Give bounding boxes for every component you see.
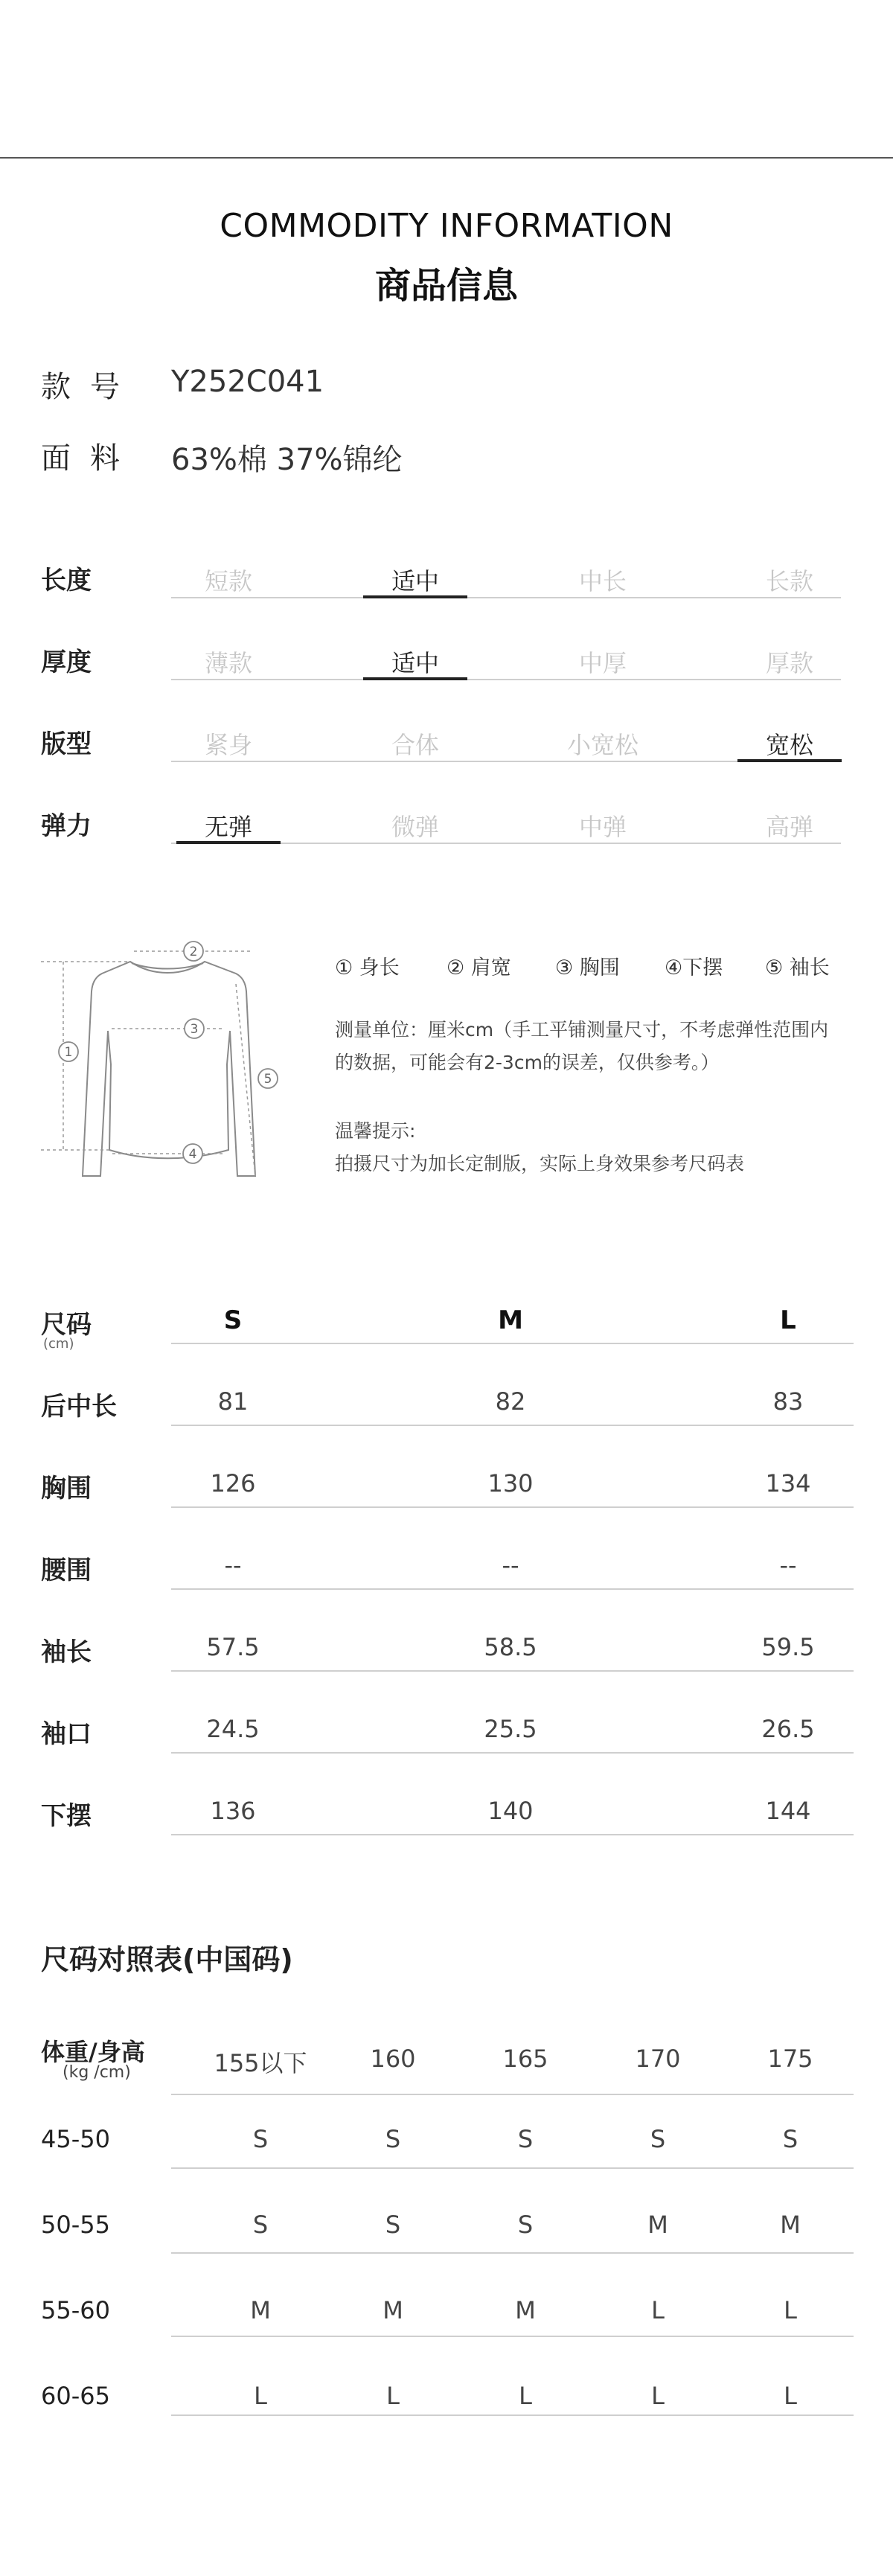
marker-4-label: 4 [188, 1147, 197, 1162]
size-cell: 26.5 [761, 1715, 815, 1743]
marker-1-label: 1 [64, 1045, 73, 1060]
size-row-label: 下摆 [41, 1801, 92, 1831]
size-cell: 83 [772, 1387, 804, 1416]
fabric-label: 面料 [41, 441, 139, 476]
size-row-label: 胸围 [41, 1474, 92, 1503]
legend-hem: ④下摆 [665, 956, 723, 979]
attribute-option: 合体 [391, 731, 439, 759]
chart-weight-label: 60-65 [41, 2382, 110, 2410]
marker-2-label: 2 [189, 945, 198, 959]
attribute-option: 适中 [391, 567, 439, 595]
attribute-option: 高弹 [765, 813, 813, 841]
chart-size-cell: M [647, 2211, 668, 2239]
chart-size-cell: L [651, 2296, 665, 2324]
tip-text: 拍摄尺寸为加长定制版，实际上身效果参考尺码表 [335, 1153, 745, 1174]
legend-shoulder: ② 肩宽 [446, 956, 511, 979]
attribute-line [171, 679, 841, 680]
legend-sleeve: ⑤ 袖长 [765, 956, 830, 979]
chart-line [171, 2252, 854, 2254]
marker-3-label: 3 [190, 1022, 199, 1037]
chart-header-label: 体重/身高 [41, 2038, 145, 2066]
size-chart-title: 尺码对照表(中国码) [41, 1943, 293, 1976]
size-table-line [171, 1506, 854, 1508]
size-cell: 57.5 [206, 1633, 260, 1661]
attribute-option: 厚款 [765, 649, 813, 677]
marker-5-label: 5 [263, 1072, 272, 1087]
size-column-header: L [780, 1305, 796, 1335]
size-table-line [171, 1834, 854, 1835]
attribute-option: 无弹 [204, 813, 252, 841]
legend-chest: ③ 胸围 [555, 956, 620, 979]
chart-line [171, 2094, 854, 2095]
size-header-label: 尺码 [41, 1310, 92, 1340]
size-cell: 24.5 [206, 1715, 260, 1743]
attribute-option: 紧身 [204, 731, 252, 759]
attribute-label: 厚度 [41, 648, 92, 677]
size-row-label: 后中长 [41, 1392, 117, 1422]
attribute-option: 中长 [578, 567, 627, 595]
attribute-option: 长款 [765, 567, 813, 595]
chart-size-cell: L [254, 2382, 267, 2410]
size-cell: 58.5 [484, 1633, 537, 1661]
chart-size-cell: L [651, 2382, 665, 2410]
attribute-option: 宽松 [765, 731, 813, 759]
attribute-option: 薄款 [204, 649, 252, 677]
chart-height-header: 160 [370, 2045, 416, 2073]
chart-size-cell: L [519, 2382, 532, 2410]
chart-height-header: 165 [502, 2045, 548, 2073]
size-row-label: 袖口 [41, 1719, 92, 1749]
style-number-value: Y252C041 [171, 365, 324, 399]
chart-weight-label: 55-60 [41, 2296, 110, 2324]
chart-weight-label: 50-55 [41, 2211, 110, 2239]
garment-outline [83, 962, 255, 1176]
attribute-option: 小宽松 [566, 731, 638, 759]
attribute-label: 版型 [41, 729, 92, 759]
tip-title: 温馨提示: [335, 1120, 416, 1142]
size-table-line [171, 1425, 854, 1426]
size-cell: 126 [210, 1469, 256, 1498]
top-divider [0, 157, 893, 159]
chart-size-cell: S [517, 2211, 534, 2239]
chart-size-cell: L [386, 2382, 400, 2410]
attribute-line [171, 597, 841, 598]
size-cell: -- [779, 1551, 797, 1579]
chart-line [171, 2167, 854, 2169]
chart-weight-label: 45-50 [41, 2125, 110, 2153]
chart-height-header: 170 [635, 2045, 681, 2073]
chart-size-cell: M [250, 2296, 271, 2324]
chart-size-cell: S [782, 2125, 798, 2153]
chart-size-cell: M [780, 2211, 801, 2239]
style-number-label: 款号 [41, 370, 139, 404]
chart-size-cell: M [515, 2296, 536, 2324]
attribute-option: 短款 [204, 567, 252, 595]
size-table-line [171, 1752, 854, 1754]
size-table-line [171, 1343, 854, 1344]
fabric-value: 63%棉 37%锦纶 [171, 443, 403, 477]
attribute-selected-underline [176, 841, 281, 844]
attribute-option: 微弹 [391, 813, 439, 841]
attribute-selected-underline [363, 677, 467, 680]
measure-note-line1: 测量单位：厘米cm（手工平铺测量尺寸，不考虑弹性范围内 [335, 1019, 829, 1041]
size-row-label: 袖长 [41, 1637, 92, 1667]
chart-size-cell: M [383, 2296, 403, 2324]
size-cell: 25.5 [484, 1715, 537, 1743]
size-cell: 130 [487, 1469, 534, 1498]
size-cell: 134 [765, 1469, 811, 1498]
size-cell: 82 [495, 1387, 526, 1416]
garment-diagram [41, 930, 294, 1206]
chart-line [171, 2414, 854, 2416]
chart-height-header: 175 [767, 2045, 813, 2073]
chart-size-cell: S [252, 2211, 269, 2239]
size-cell: 59.5 [761, 1633, 815, 1661]
attribute-option: 适中 [391, 649, 439, 677]
size-header-unit: (cm) [43, 1336, 74, 1352]
chart-height-header: 155以下 [214, 2049, 307, 2077]
attribute-label: 长度 [41, 566, 92, 595]
size-column-header: S [223, 1305, 243, 1335]
size-cell: 140 [487, 1797, 534, 1825]
title-en: COMMODITY INFORMATION [220, 207, 673, 245]
attribute-label: 弹力 [41, 811, 92, 841]
chart-size-cell: S [517, 2125, 534, 2153]
size-cell: -- [502, 1551, 519, 1579]
size-row-label: 腰围 [41, 1556, 92, 1585]
attribute-option: 中弹 [578, 813, 627, 841]
size-table-line [171, 1670, 854, 1672]
chart-line [171, 2336, 854, 2337]
size-column-header: M [498, 1305, 523, 1335]
chart-size-cell: S [385, 2125, 401, 2153]
attribute-selected-underline [737, 759, 842, 762]
chart-header-unit: (kg /cm) [63, 2063, 131, 2082]
chart-size-cell: S [650, 2125, 666, 2153]
size-table-line [171, 1588, 854, 1590]
size-cell: 81 [217, 1387, 249, 1416]
size-cell: -- [224, 1551, 242, 1579]
chart-size-cell: S [385, 2211, 401, 2239]
chart-size-cell: L [784, 2382, 797, 2410]
chart-size-cell: S [252, 2125, 269, 2153]
size-cell: 136 [210, 1797, 256, 1825]
legend-length: ① 身长 [335, 956, 400, 979]
size-cell: 144 [765, 1797, 811, 1825]
attribute-selected-underline [363, 595, 467, 598]
attribute-option: 中厚 [578, 649, 627, 677]
chart-size-cell: L [784, 2296, 797, 2324]
measure-note-line2: 的数据，可能会有2-3cm的误差，仅供参考。） [335, 1052, 720, 1073]
title-cn: 商品信息 [374, 265, 518, 307]
